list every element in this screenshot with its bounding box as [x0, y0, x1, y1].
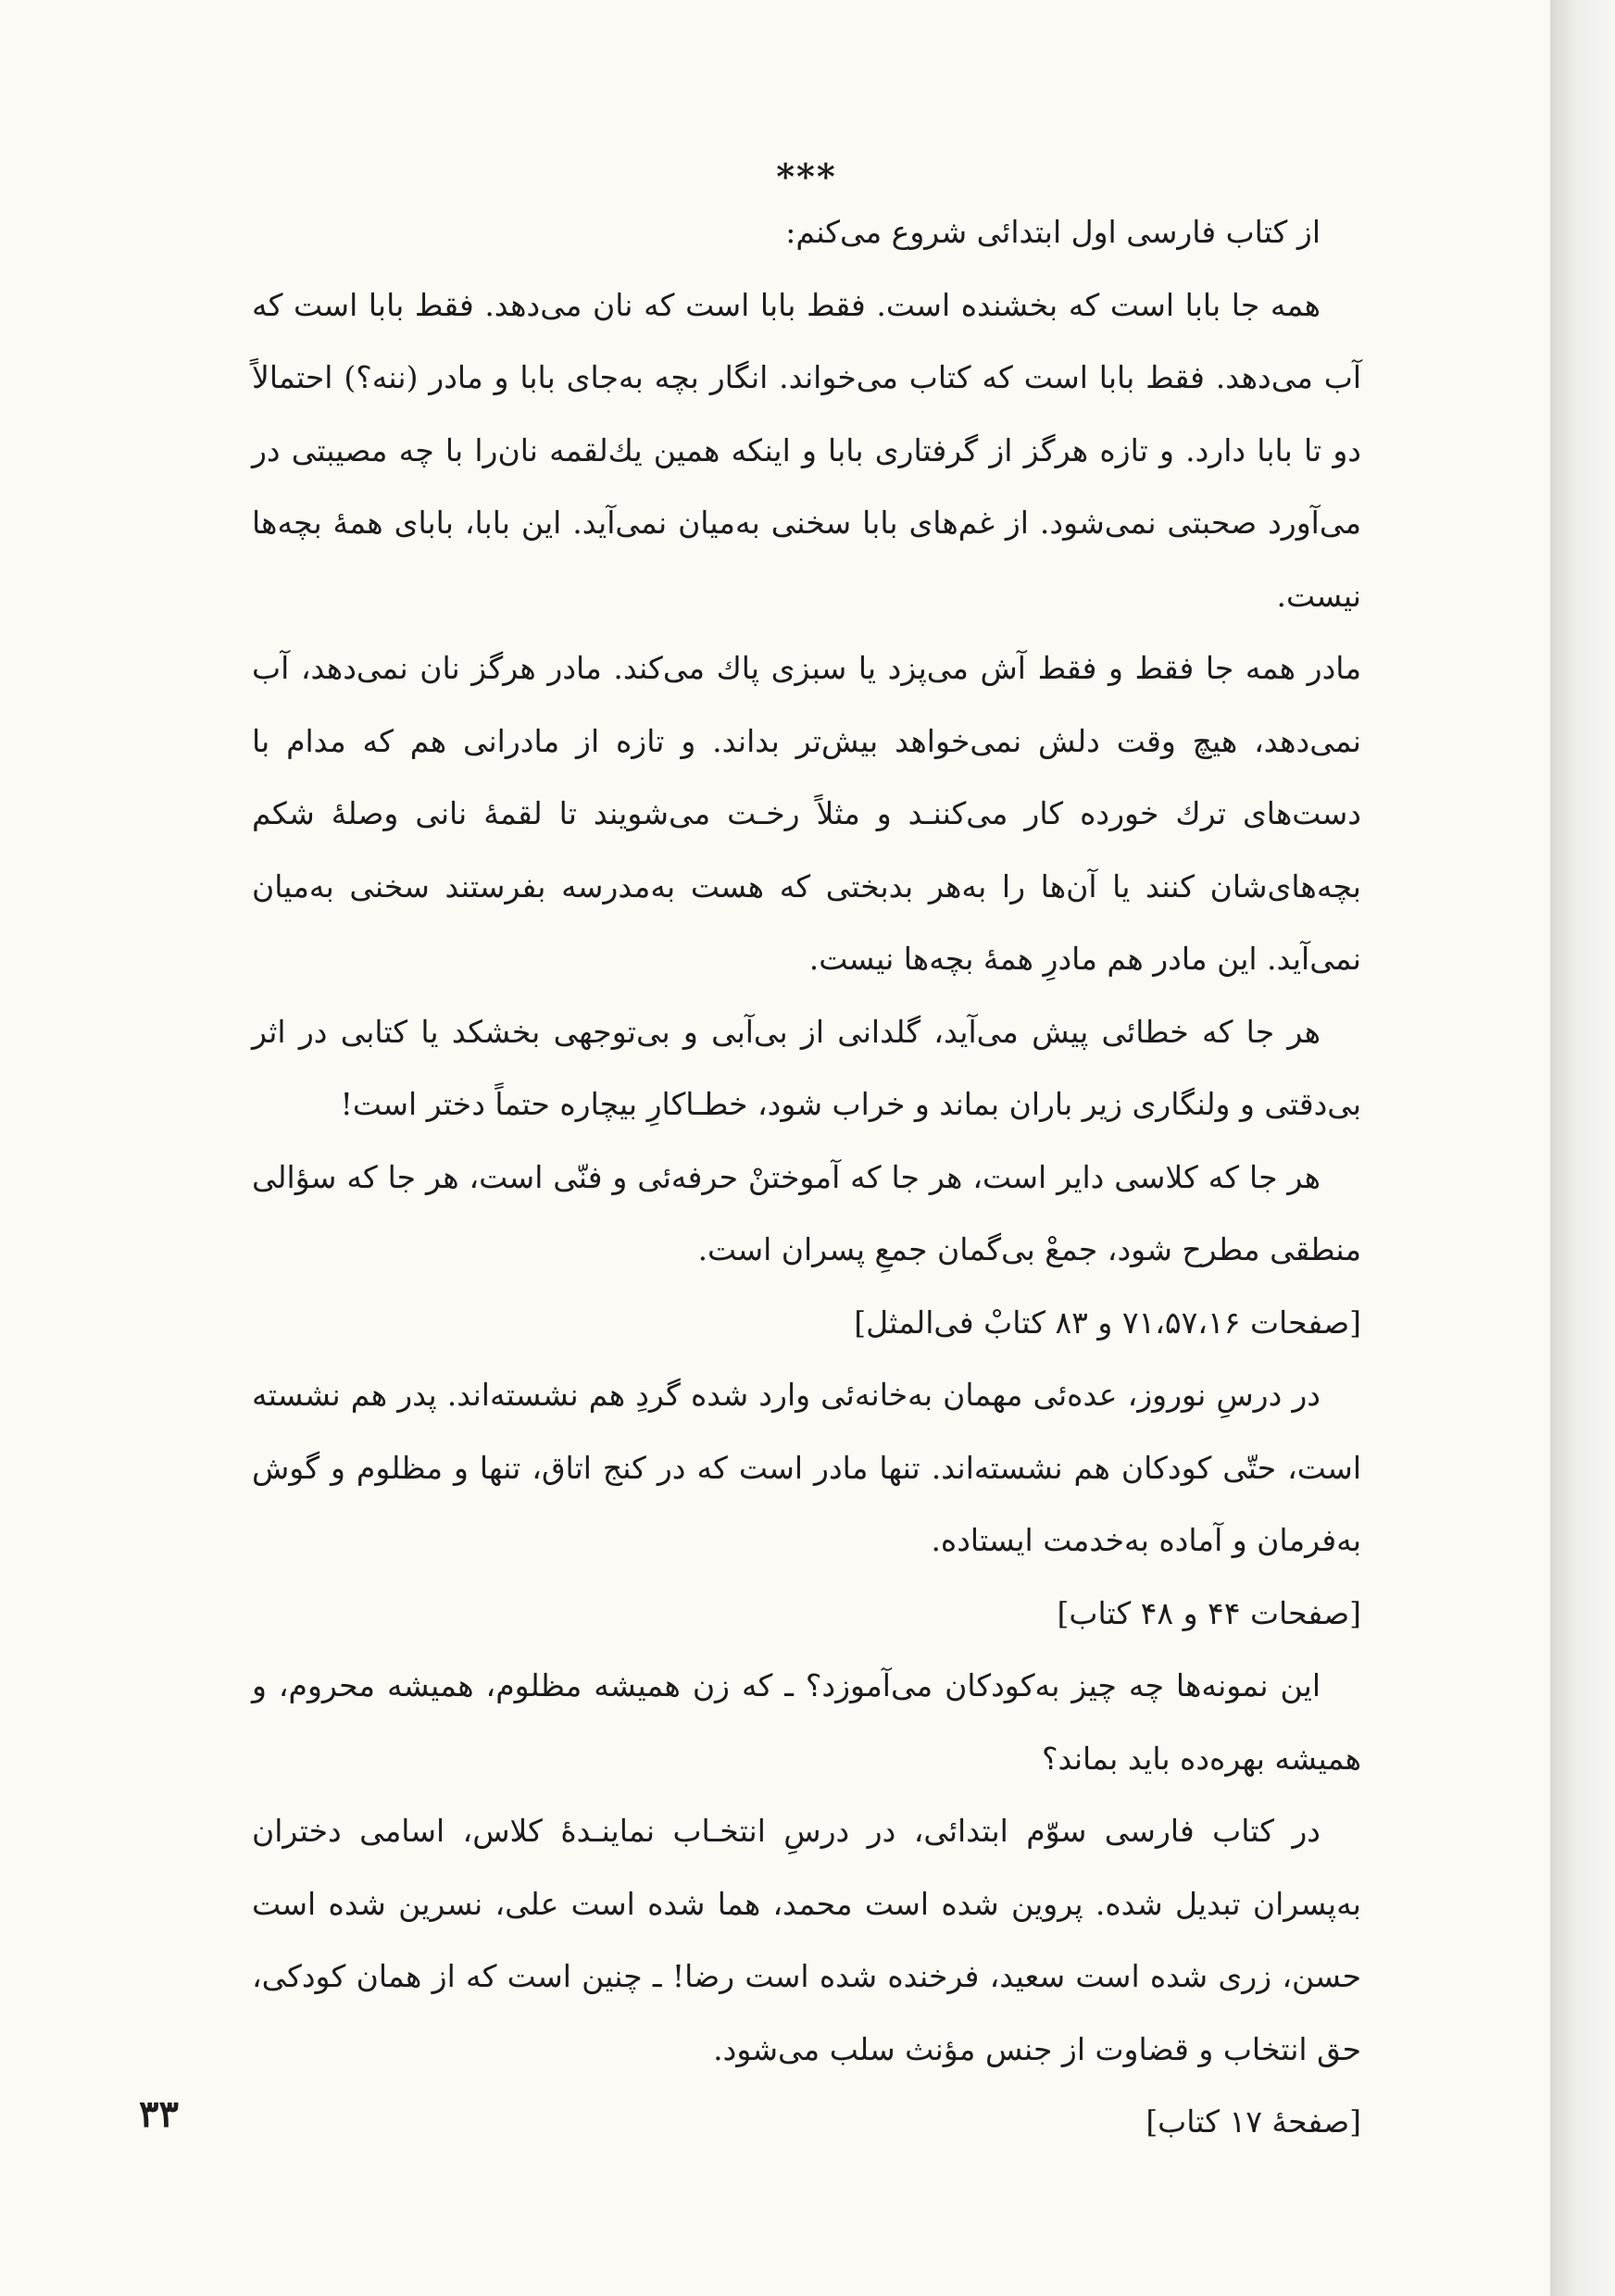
page-edge — [1550, 0, 1615, 2296]
paragraph-madar: مادر همه جا فقط و فقط آش می‌پزد یا سبزی پاك می‌کند. مادر هرگز نان نمی‌دهد، آب نمی‌دهد، هیچ وقت دلش نمی‌خواهد بیش‌تر بداند. و تازه از مادرانی هم که مدام با دست‌های ترك خورده کار می‌کننـد و مثلاً رخـت می‌شویند تا لقمهٔ نانی وصلهٔ شکم بچه‌های‌شان کنند یا آن‌ها را به‌هر بدبختی که هست به‌مدرسه بفرستند سخنی به‌میان نمی‌آید. این مادر هم مادرِ همهٔ بچه‌ها نیست. — [252, 650, 1361, 977]
source-citation-3: [صفحهٔ ۱۷ کتاب] — [1146, 2103, 1361, 2140]
paragraph-names: در کتاب فارسی سوّم ابتدائی، در درسِ انتخـاب نماینـدهٔ کلاس، اسامی دختران به‌پسران تبدیل شده. پروین شده است محمد، هما شده است علی، نسرین شده است حسن، زری شده است سعید، فرخنده شده است رضا! ـ چنین است که از همان کودکی، حق انتخاب و قضاوت از جنس مؤنث سلب می‌شود. — [252, 1813, 1361, 2067]
section-ornament: *** — [776, 156, 837, 197]
paragraph-pesaran: هر جا که کلاسی دایر است، هر جا که آموختنْ حرفه‌ئی و فنّی است، هر جا که سؤالی منطقی مطرح شود، جمعْ بی‌گمان جمعِ پسران است. — [252, 1158, 1361, 1267]
body-text — [252, 156, 1361, 2159]
page-number: ۳۳ — [139, 2092, 179, 2136]
paragraph-baba: همه جا بابا است که بخشنده است. فقط بابا است که نان می‌دهد. فقط بابا است که آب می‌دهد. فقط بابا است که کتاب می‌خواند. انگار بچه به‌جای بابا و مادر (ننه؟) احتمالاً دو تا بابا دارد. و تازه هرگز از گرفتاری بابا و اینکه همین یك‌لقمه نان‌را با چه مصیبتی در می‌آورد صحبتی نمی‌شود. از غم‌های بابا سخنی به‌میان نمی‌آید. این بابا، بابای همهٔ بچه‌ها نیست. — [252, 286, 1361, 614]
paragraph-intro: از کتاب فارسی اول ابتدائی شروع می‌کنم: — [785, 214, 1321, 250]
paragraph-dokhtar: هر جا که خطائی پیش می‌آید، گلدانی از بی‌آبی و بی‌توجهی بخشکد یا کتابی در اثر بی‌دقتی و ولنگاری زیر باران بماند و خراب شود، خطـاکارِ بیچاره حتماً دختر است! — [252, 1013, 1361, 1122]
source-citation-2: [صفحات ۴۴ و ۴۸ کتاب] — [1057, 1594, 1361, 1631]
source-citation-1: [صفحات ۷۱،۵۷،۱۶ و ۸۳ کتابْ فی‌المثل] — [854, 1304, 1361, 1341]
paragraph-question: این نمونه‌ها چه چیز به‌کودکان می‌آموزد؟ ـ که زن همیشه مظلوم، همیشه محروم، و همیشه بهره‌ده باید بماند؟ — [252, 1667, 1361, 1777]
paragraph-nowruz: در درسِ نوروز، عده‌ئی مهمان به‌خانه‌ئی وارد شده گردِ هم نشسته‌اند. پدر هم نشسته است، حتّی کودکان هم نشسته‌اند. تنها مادر است که در کنج اتاق، تنها و مظلوم و گوش به‌فرمان و آماده به‌خدمت ایستاده. — [252, 1377, 1361, 1558]
